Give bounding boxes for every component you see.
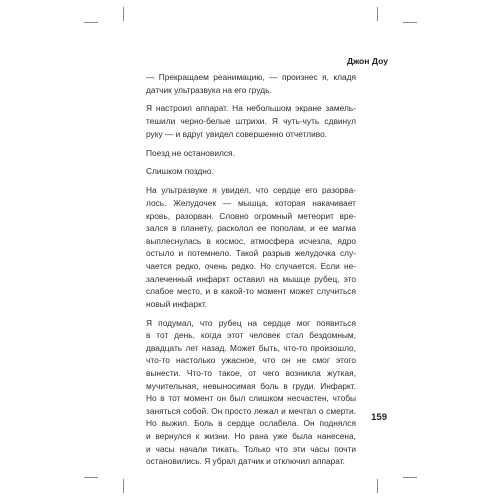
paragraph [146, 165, 356, 178]
text-line: руку — и вдруг увидел совершенно отчетливо. [146, 128, 328, 139]
text-line: двадцать лет назад. Может быть, что-то произошло, [146, 342, 356, 353]
text-line: что-то настолько ужасное, что он не смог этого [146, 355, 356, 366]
text-line: Но выжил. Боль в сердце ослабела. Он поднялся [146, 418, 356, 429]
paragraph [146, 184, 356, 310]
text-line: чается редко, очень редко. Но случается. Если не- [146, 260, 356, 271]
text-line: Я настроил аппарат. На небольшом экране замель- [146, 103, 356, 114]
text-line: выплеснулась в космос, атмосфера исчезла, ядро [146, 235, 356, 246]
crop-mark [84, 477, 98, 478]
text-line: залеченный инфаркт оставил на мышце рубец, это [146, 273, 356, 284]
text-line: заняться собой. Он просто лежал и мечтал о смерти. [146, 405, 356, 416]
text-line: лось. Желудочек — мышца, которая накачивает [146, 197, 356, 208]
text-line: тешили черно-белые штрихи. Я чуть-чуть сдвинул [146, 116, 356, 127]
text-line: Я подумал, что рубец на сердце мог появиться [146, 317, 356, 328]
page-number: 159 [371, 412, 387, 423]
crop-mark [377, 479, 378, 493]
crop-mark [377, 7, 378, 21]
text-line: кровь, разорван. Словно огромный метеорит вре- [146, 210, 356, 221]
crop-mark [403, 22, 417, 23]
text-line: в тот день, когда этот человек стал бездомным, [146, 330, 356, 341]
crop-mark [123, 479, 124, 493]
body-text [146, 71, 356, 474]
crop-mark [123, 7, 124, 21]
text-line: Поезд не остановился. [146, 147, 235, 158]
text-line: слабое место, и в какой-то момент может случиться [146, 286, 356, 297]
paragraph [146, 317, 356, 468]
text-line: зался в планету, расколол ее пополам, и ее магма [146, 223, 356, 234]
paragraph [146, 102, 356, 140]
text-line: остыло и потемнело. Такой разрыв желудочка слу- [146, 248, 356, 259]
text-line: и вернулся к жизни. Но рана уже была нанесена, [146, 430, 356, 441]
text-line: мучительная, невыносимая боль в груди. Инфаркт. [146, 380, 356, 391]
paragraph [146, 147, 356, 160]
text-line: На ультразвуке я увидел, что сердце его разорва- [146, 185, 356, 196]
crop-mark [403, 477, 417, 478]
paragraph [146, 71, 356, 96]
text-line: Слишком поздно. [146, 166, 214, 177]
running-header-author: Джон Доу [347, 56, 388, 66]
text-line: вынести. Что-то такое, от чего возникла жуткая, [146, 367, 356, 378]
text-line: новый инфаркт. [146, 298, 208, 309]
text-line: остановились. Я убрал датчик и отключил аппарат. [146, 456, 345, 467]
text-line: Но в тот момент он был слишком несчастен, чтобы [146, 393, 356, 404]
text-line: датчик ультразвука на его грудь. [146, 84, 272, 95]
text-line: — Прекращаем реанимацию, — произнес я, кладя [146, 72, 356, 82]
crop-mark [84, 22, 98, 23]
text-line: и часы начали тикать. Только что эти часы почти [146, 443, 356, 454]
